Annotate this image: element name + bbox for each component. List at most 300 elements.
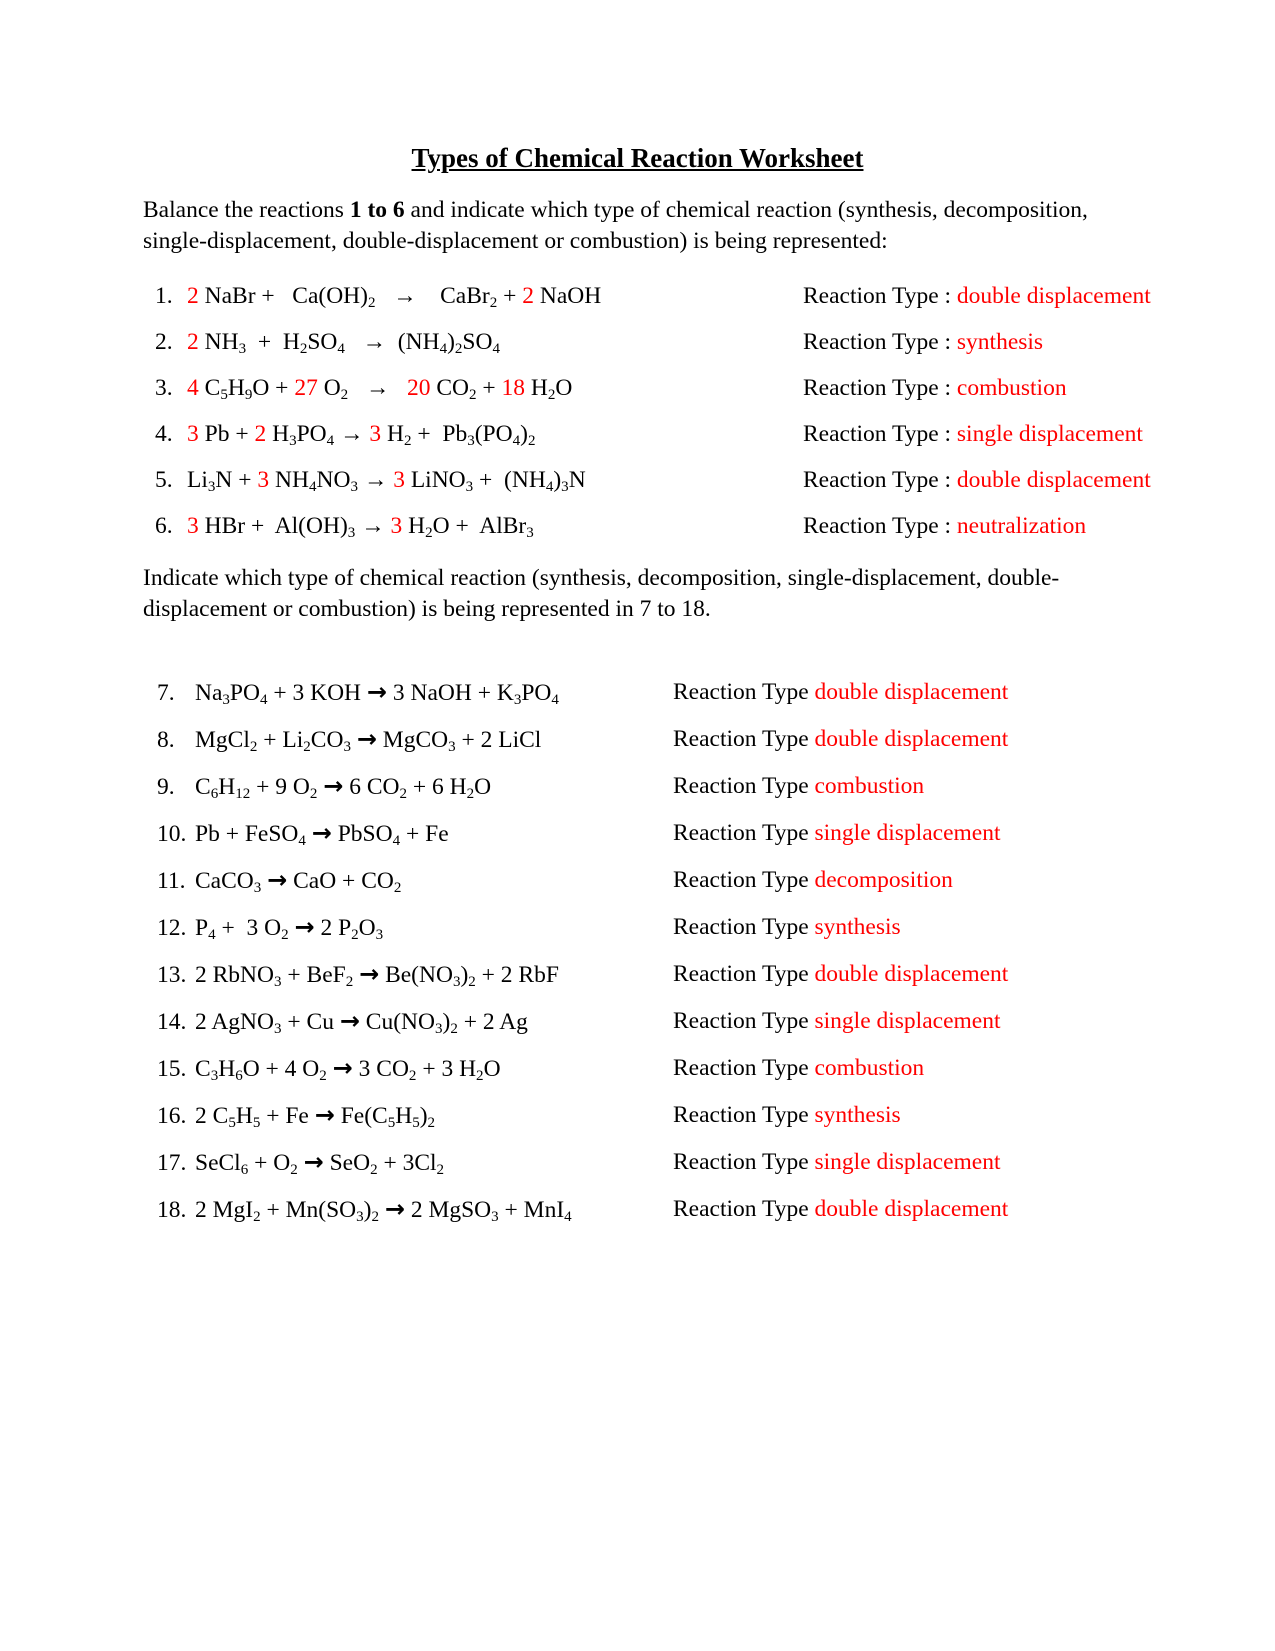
reaction-type [673, 1100, 901, 1130]
bold-right-arrow-icon: → [294, 912, 315, 941]
reaction-item-11 [143, 865, 1132, 896]
subscript: 2 [351, 926, 359, 943]
subscript: 4 [337, 340, 345, 357]
subscript: 5 [412, 1114, 420, 1131]
item-number: 7. [157, 679, 175, 706]
formula-text: H [525, 374, 548, 401]
subscript: 2 [370, 1161, 378, 1178]
reaction-type [803, 281, 1151, 311]
subscript: 3 [491, 1208, 499, 1225]
reaction-type-answer: combustion [956, 374, 1067, 401]
formula-text: + 3 O [215, 914, 282, 941]
reaction-type-answer: combustion [814, 772, 925, 799]
balancing-coefficient: 2 [522, 282, 535, 309]
reaction-type-label: Reaction Type : [803, 328, 957, 355]
formula-text: → [348, 374, 407, 401]
subscript: 2 [450, 1020, 458, 1037]
subscript: 2 [340, 386, 349, 403]
subscript: 3 [526, 524, 534, 541]
subscript: 2 [489, 294, 498, 311]
formula-text: CaO + CO [287, 867, 394, 894]
reaction-type-answer: neutralization [956, 512, 1087, 539]
formula-text: + 2 RbF [475, 961, 559, 988]
formula-text: + 9 O [250, 773, 310, 800]
formula-text: O [483, 1055, 501, 1082]
subscript: 4 [208, 926, 216, 943]
formula-text: + BeF [281, 961, 346, 988]
reaction-type [673, 865, 953, 895]
subscript: 2 [404, 432, 412, 449]
reaction-type-answer: synthesis [814, 913, 901, 940]
formula-text: Be(NO [379, 961, 453, 988]
reaction-type-answer: double displacement [814, 725, 1009, 752]
reaction-type-label: Reaction Type [673, 960, 815, 987]
chemical-equation [195, 959, 559, 990]
subscript: 4 [492, 340, 500, 357]
formula-text: MgCO [376, 726, 449, 753]
intro-paragraph-2 [143, 563, 1132, 625]
reaction-item-9 [143, 771, 1132, 802]
subscript: 3 [452, 973, 461, 990]
formula-text: P [195, 914, 209, 941]
formula-text: H [235, 1102, 253, 1129]
subscript: 2 [371, 1208, 379, 1225]
reaction-type-label: Reaction Type [673, 819, 815, 846]
reaction-type-answer: combustion [814, 1054, 925, 1081]
intro2-line2: displacement or combustion) is being represented in 7 to 18. [143, 595, 711, 622]
subscript: 2 [367, 294, 376, 311]
chemical-equation [195, 724, 541, 755]
formula-text: C [195, 1055, 211, 1082]
balancing-coefficient: 2 [187, 282, 205, 309]
item-number: 4. [155, 420, 173, 447]
reaction-item-8 [143, 724, 1132, 755]
formula-text: O [474, 773, 492, 800]
formula-text: + O [248, 1149, 291, 1176]
item-number: 8. [157, 726, 175, 753]
subscript: 2 [425, 524, 433, 541]
reaction-type-answer: double displacement [814, 1195, 1009, 1222]
balancing-coefficient: 4 [187, 374, 199, 401]
reaction-type-label: Reaction Type : [803, 420, 957, 447]
subscript: 2 [303, 738, 311, 755]
formula-text: NH [198, 328, 239, 355]
subscript: 4 [298, 832, 306, 849]
subscript: 3 [465, 478, 474, 495]
subscript: 2 [249, 738, 258, 755]
formula-text: 3 CO [352, 1055, 409, 1082]
formula-text: 2 C [195, 1102, 229, 1129]
reaction-type [803, 327, 1043, 357]
formula-text: 3 NaOH + K [387, 679, 514, 706]
reaction-type-label: Reaction Type [673, 1007, 815, 1034]
formula-text: 2 P [314, 914, 352, 941]
formula-text: + [476, 374, 502, 401]
subscript: 3 [222, 691, 230, 708]
chemical-equation [195, 677, 559, 708]
reaction-item-18 [143, 1194, 1132, 1225]
reaction-type-answer: single displacement [814, 1007, 1001, 1034]
subscript: 2 [476, 1067, 484, 1084]
formula-text: → [357, 466, 394, 493]
bold-right-arrow-icon: → [267, 865, 288, 894]
reaction-item-15 [143, 1053, 1132, 1084]
reaction-item-17 [143, 1147, 1132, 1178]
reaction-item-3 [143, 373, 1132, 403]
formula-text: MgCl [195, 726, 250, 753]
subscript: 5 [220, 386, 228, 403]
formula-text: Cu(NO [359, 1008, 435, 1035]
reaction-type-answer: synthesis [814, 1101, 901, 1128]
intro1-bold-range: 1 to 6 [349, 197, 405, 223]
formula-text: NH [269, 466, 309, 493]
subscript: 3 [347, 524, 356, 541]
formula-text: PbSO [331, 820, 393, 847]
reaction-type [803, 511, 1086, 541]
chemical-equation [187, 327, 500, 357]
bold-right-arrow-icon: → [339, 1006, 360, 1035]
formula-text: + Mn(SO [260, 1196, 357, 1223]
bold-right-arrow-icon: → [359, 959, 380, 988]
formula-text: C [195, 773, 211, 800]
reaction-type-label: Reaction Type : [803, 466, 957, 493]
subscript: 4 [551, 691, 559, 708]
formula-text: + Pb [411, 420, 468, 447]
item-number: 18. [157, 1196, 187, 1223]
reaction-type [673, 959, 1008, 989]
formula-text: 2 AgNO [195, 1008, 274, 1035]
subscript: 4 [326, 432, 335, 449]
reaction-type-label: Reaction Type : [803, 512, 957, 539]
reaction-type-answer: single displacement [814, 1148, 1001, 1175]
balancing-coefficient: 27 [294, 374, 318, 401]
formula-text: + [497, 282, 523, 309]
chemical-equation [187, 281, 601, 311]
item-number: 12. [157, 914, 187, 941]
formula-text: H [218, 773, 236, 800]
reaction-type [673, 771, 924, 801]
formula-text: C [198, 374, 221, 401]
intro1-line2: single-displacement, double-displacement or combustion) is being represented: [143, 228, 888, 254]
subscript: 2 [408, 1067, 417, 1084]
reaction-type-label: Reaction Type [673, 913, 815, 940]
formula-text: + 2 LiCl [455, 726, 542, 753]
subscript: 4 [512, 432, 521, 449]
formula-text: (PO [474, 420, 513, 447]
formula-text: SO [462, 328, 493, 355]
formula-text: + Li [257, 726, 304, 753]
chemical-equation [195, 1194, 572, 1225]
formula-text: N + [215, 466, 258, 493]
subscript: 4 [259, 691, 268, 708]
chemical-equation [195, 1053, 501, 1084]
bold-right-arrow-icon: → [332, 1053, 353, 1082]
balancing-coefficient: 3 [257, 466, 270, 493]
subscript: 3 [343, 738, 351, 755]
subscript: 3 [356, 1208, 364, 1225]
formula-text: 2 MgI [195, 1196, 254, 1223]
formula-text: → [334, 420, 370, 447]
subscript: 2 [468, 386, 477, 403]
formula-text: ) [447, 328, 455, 355]
subscript: 2 [527, 432, 536, 449]
balancing-coefficient: 2 [254, 420, 267, 447]
subscript: 2 [466, 785, 475, 802]
item-number: 3. [155, 374, 173, 401]
balancing-coefficient: 20 [406, 374, 431, 401]
formula-text: ) [553, 466, 562, 493]
item-number: 13. [157, 961, 187, 988]
formula-text: O + AlBr [432, 512, 527, 539]
formula-text: NaOH [534, 282, 602, 309]
formula-text: ) [419, 1102, 428, 1129]
reaction-type-label: Reaction Type [673, 1054, 815, 1081]
intro1-text: Balance the reactions [143, 197, 350, 223]
formula-text: ) [442, 1008, 451, 1035]
reaction-item-4 [143, 419, 1143, 449]
bold-right-arrow-icon: → [356, 724, 377, 753]
item-number: 2. [155, 328, 173, 355]
formula-text: → CaBr [375, 282, 490, 309]
formula-text: H [227, 374, 245, 401]
reaction-type-answer: double displacement [814, 678, 1009, 705]
subscript: 12 [235, 785, 251, 802]
item-number: 15. [157, 1055, 187, 1082]
bold-right-arrow-icon: → [311, 818, 332, 847]
formula-text: HBr + Al(OH) [198, 512, 348, 539]
subscript: 3 [435, 1020, 443, 1037]
subscript: 2 [547, 386, 556, 403]
reaction-type [803, 373, 1067, 403]
item-number: 1. [155, 282, 173, 309]
subscript: 4 [545, 478, 554, 495]
intro2-line1: Indicate which type of chemical reaction (synthesis, decomposition, single-displacement, double- [143, 564, 1060, 591]
formula-text: SeCl [195, 1149, 241, 1176]
formula-text: + (NH [473, 466, 546, 493]
item-number: 5. [155, 466, 173, 493]
formula-text: ) [520, 420, 528, 447]
formula-text: LiNO [404, 466, 466, 493]
formula-text: SO [307, 328, 338, 355]
subscript: 3 [274, 973, 282, 990]
reaction-type [803, 419, 1143, 449]
reaction-type-label: Reaction Type [673, 1101, 815, 1128]
formula-text: PO [296, 420, 327, 447]
reaction-type-label: Reaction Type [673, 866, 815, 893]
item-number: 10. [157, 820, 187, 847]
reaction-type-label: Reaction Type [673, 772, 815, 799]
subscript: 6 [240, 1161, 249, 1178]
formula-text: Li [187, 466, 208, 493]
subscript: 3 [513, 691, 522, 708]
bold-right-arrow-icon: → [384, 1194, 405, 1223]
chemical-equation [195, 912, 383, 943]
reaction-item-16 [143, 1100, 1132, 1131]
reaction-type-answer: double displacement [956, 466, 1151, 493]
reaction-type-label: Reaction Type : [803, 282, 957, 309]
bold-right-arrow-icon: → [303, 1147, 324, 1176]
subscript: 9 [244, 386, 253, 403]
formula-text: + 2 Ag [457, 1008, 528, 1035]
subscript: 2 [468, 973, 476, 990]
reaction-item-1 [143, 281, 1151, 311]
formula-text: Pb + FeSO [195, 820, 299, 847]
item-number: 6. [155, 512, 173, 539]
reaction-type-answer: single displacement [956, 420, 1143, 447]
formula-text: 2 MgSO [404, 1196, 492, 1223]
chemical-equation [195, 818, 449, 849]
subscript: 3 [448, 738, 456, 755]
subscript: 4 [439, 340, 448, 357]
subscript: 2 [427, 1114, 436, 1131]
formula-text: O [555, 374, 573, 401]
reaction-type [673, 818, 1001, 848]
formula-text: CaCO [195, 867, 254, 894]
reaction-item-13 [143, 959, 1132, 990]
reaction-item-10 [143, 818, 1132, 849]
subscript: 2 [393, 879, 402, 896]
reaction-type-label: Reaction Type [673, 1148, 815, 1175]
reaction-type-label: Reaction Type [673, 725, 815, 752]
formula-text: → (NH [344, 328, 440, 355]
page-title: Types of Chemical Reaction Worksheet [411, 143, 864, 173]
formula-text: H [402, 512, 426, 539]
reaction-type-label: Reaction Type [673, 678, 815, 705]
formula-text: H [266, 420, 290, 447]
item-number: 11. [157, 867, 186, 894]
chemical-equation [195, 865, 401, 896]
formula-text: → [355, 512, 391, 539]
subscript: 3 [207, 478, 216, 495]
reaction-item-7 [143, 677, 1132, 708]
bold-right-arrow-icon: → [323, 771, 344, 800]
balancing-coefficient: 2 [187, 328, 199, 355]
formula-text: O + [252, 374, 295, 401]
subscript: 5 [387, 1114, 396, 1131]
subscript: 3 [238, 340, 247, 357]
reaction-item-12 [143, 912, 1132, 943]
subscript: 3 [210, 1067, 219, 1084]
formula-text: + Fe [260, 1102, 315, 1129]
subscript: 3 [561, 478, 569, 495]
subscript: 4 [308, 478, 317, 495]
formula-text: 6 CO [343, 773, 400, 800]
formula-text: + MnI [498, 1196, 565, 1223]
subscript: 2 [319, 1067, 327, 1084]
reaction-type [673, 1147, 1001, 1177]
item-number: 14. [157, 1008, 187, 1035]
formula-text: O [358, 914, 376, 941]
formula-text: O [317, 374, 341, 401]
balancing-coefficient: 3 [369, 420, 382, 447]
formula-text: H [381, 420, 404, 447]
identify-reactions-list [143, 677, 1132, 1225]
subscript: 2 [299, 340, 308, 357]
formula-text: + Cu [281, 1008, 340, 1035]
intro1-text-after: and indicate which type of chemical reaction (synthesis, decomposition, [404, 197, 1088, 223]
chemical-equation [195, 1147, 444, 1178]
reaction-type-answer: double displacement [956, 282, 1151, 309]
subscript: 2 [253, 1208, 261, 1225]
formula-text: + 3 KOH [267, 679, 367, 706]
reaction-type-answer: decomposition [814, 866, 953, 893]
subscript: 2 [345, 973, 354, 990]
chemical-equation [187, 511, 534, 541]
formula-text: O + 4 O [242, 1055, 320, 1082]
subscript: 4 [564, 1208, 572, 1225]
reaction-type [673, 1053, 924, 1083]
chemical-equation [187, 465, 586, 495]
chemical-equation [195, 1006, 528, 1037]
formula-text: CO [310, 726, 344, 753]
bold-right-arrow-icon: → [314, 1100, 335, 1129]
reaction-type-answer: single displacement [814, 819, 1001, 846]
reaction-item-5 [143, 465, 1151, 495]
chemical-equation [187, 419, 535, 449]
reaction-item-6 [143, 511, 1132, 541]
formula-text: H [218, 1055, 236, 1082]
balancing-coefficient: 3 [393, 466, 405, 493]
subscript: 3 [274, 1020, 282, 1037]
reaction-type-answer: double displacement [814, 960, 1009, 987]
reaction-type [803, 465, 1151, 495]
subscript: 3 [289, 432, 297, 449]
reaction-type [673, 912, 901, 942]
subscript: 3 [467, 432, 475, 449]
formula-text: NaBr + Ca(OH) [204, 282, 368, 309]
reaction-type-label: Reaction Type : [803, 374, 957, 401]
reaction-type [673, 724, 1008, 754]
balancing-coefficient: 3 [187, 512, 199, 539]
formula-text: PO [521, 679, 552, 706]
subscript: 5 [252, 1114, 261, 1131]
subscript: 2 [454, 340, 463, 357]
subscript: 2 [290, 1161, 298, 1178]
item-number: 17. [157, 1149, 187, 1176]
item-number: 9. [157, 773, 175, 800]
balancing-coefficient: 3 [187, 420, 199, 447]
formula-text: ) [363, 1196, 372, 1223]
bold-right-arrow-icon: → [366, 677, 387, 706]
chemical-equation [195, 1100, 435, 1131]
reaction-item-2 [143, 327, 1132, 357]
subscript: 3 [253, 879, 262, 896]
formula-text: PO [229, 679, 260, 706]
reaction-type-label: Reaction Type [673, 1195, 815, 1222]
formula-text: CO [430, 374, 469, 401]
formula-text: + Fe [400, 820, 449, 847]
balancing-coefficient: 18 [501, 374, 525, 401]
formula-text: + 6 H [406, 773, 467, 800]
item-number: 16. [157, 1102, 187, 1129]
intro-paragraph-1 [143, 195, 1132, 257]
reaction-type [673, 1194, 1008, 1224]
reaction-item-14 [143, 1006, 1132, 1037]
formula-text: + 3Cl [377, 1149, 437, 1176]
formula-text: SeO [323, 1149, 371, 1176]
balancing-coefficient: 3 [390, 512, 403, 539]
formula-text: 2 RbNO [195, 961, 274, 988]
formula-text: + H [246, 328, 300, 355]
subscript: 3 [375, 926, 384, 943]
formula-text: Pb + [198, 420, 255, 447]
formula-text: H [395, 1102, 413, 1129]
subscript: 6 [235, 1067, 243, 1084]
subscript: 2 [281, 926, 289, 943]
subscript: 4 [392, 832, 401, 849]
balanced-reactions-list [143, 281, 1151, 541]
formula-text: + 3 H [416, 1055, 477, 1082]
